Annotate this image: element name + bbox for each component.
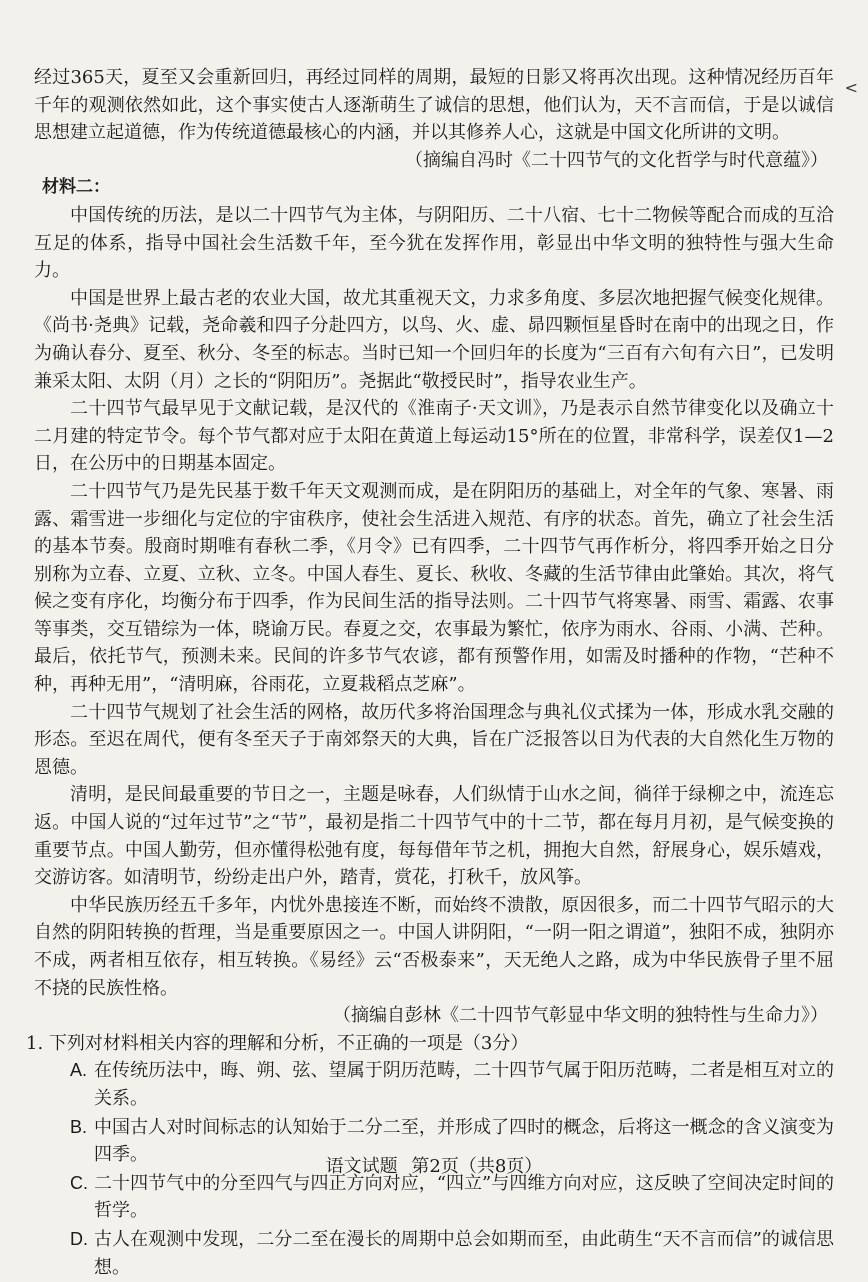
option-letter: A. [70,1060,88,1081]
material2-paragraph: 中华民族历经五千多年，内忧外患接连不断，而始终不溃散，原因很多，而二十四节气昭示的大自然的阴阳转换的哲理，当是重要原因之一。中国人讲阴阳，“一阴一阳之谓道”，独阳不成，独阴亦不成，两者相互依存，相互转换。《易经》云“否极泰来”，天无绝人之路，成为中华民族骨子里不屈不挠的民族性格。 [34,894,834,999]
footer-page-number: 第2页（共8页） [411,1156,543,1177]
option-a [70,1057,834,1112]
option-letter: B. [70,1116,88,1137]
material2-paragraph: 清明，是民间最重要的节日之一，主题是咏春，人们纵情于山水之间，徜徉于绿柳之中，流连忘返。中国人说的“过年过节”之“节”，最初是指二十四节气中的十二节，都在每月月初，是气候变换的重要节点。中国人勤劳，但亦懂得松弛有度，每每借年节之机，拥抱大自然，舒展身心，娱乐嬉戏，交游访客。如清明节，纷纷走出户外，踏青，赏花，打秋千，放风筝。 [34,784,834,889]
question-stem: 1. 下列对材料相关内容的理解和分析，不正确的一项是（3分） [26,1032,529,1054]
passage1-tail: 经过365天，夏至又会重新回归，再经过同样的周期，最短的日影又将再次出现。这种情况经历百年千年的观测依然如此，这个事实使古人逐渐萌生了诚信的思想，他们认为，天不言而信，于是以诚信思想建立起道德，作为传统道德最核心的内涵，并以其修养人心，这就是中国文化所讲的文明。 [34,67,834,144]
option-d [70,1226,834,1281]
material2-paragraph: 中国是世界上最古老的农业大国，故尤其重视天文，力求多角度、多层次地把握气候变化规律。《尚书·尧典》记载，尧命羲和四子分赴四方，以鸟、火、虚、昴四颗恒星昏时在南中的出现之日，作为确认春分、夏至、秋分、冬至的标志。当时已知一个回归年的长度为“三百有六旬有六日”，已发明兼采太阳、太阴（月）之长的“阴阳历”。尧据此“敬授民时”，指导农业生产。 [34,287,834,392]
source-citation-2: （摘编自彭林《二十四节气彰显中华文明的独特性与生命力》） [333,1005,828,1027]
page-content [26,64,834,1282]
option-text: 中国古人对时间标志的认知始于二分二至，并形成了四时的概念，后将这一概念的含义演变为四季。 [94,1116,834,1166]
option-letter: D. [70,1228,88,1249]
margin-mark: < [844,78,858,97]
page-footer [0,1152,868,1178]
material2-paragraph: 二十四节气最早见于文献记载，是汉代的《淮南子·天文训》，乃是表示自然节律变化以及确立十二月建的特定节令。每个节气都对应于太阳在黄道上每运动15°所在的位置，非常科学，误差仅1—2日，在公历中的日期基本固定。 [34,398,834,475]
material2-paragraph: 中国传统的历法，是以二十四节气为主体，与阴阳历、二十八宿、七十二物候等配合而成的互洽互足的体系，指导中国社会生活数千年，至今犹在发挥作用，彰显出中华文明的独特性与强大生命力。 [34,204,834,282]
source-citation-1: （摘编自冯时《二十四节气的文化哲学与时代意蕴》） [405,149,828,171]
material2-paragraph: 二十四节气乃是先民基于数千年天文观测而成，是在阴阳历的基础上，对全年的气象、寒暑、雨露、霜雪进一步细化与定位的宇宙秩序，使社会生活进入规范、有序的状态。首先，确立了社会生活的基本节奏。殷商时期唯有春秋二季，《月令》已有四季，二十四节气再作析分，将四季开始之日分别称为立春、立夏、立秋、立冬。中国人春生、夏长、秋收、冬藏的生活节律由此肇始。其次，将气候之变有序化，均衡分布于四季，作为民间生活的指导法则。二十四节气将寒暑、雨雪、霜露、农事等事类，交互错综为一体，晓谕万民。春夏之交，农事最为繁忙，依序为雨水、谷雨、小满、芒种。最后，依托节气，预测未来。民间的许多节气农谚，都有预警作用，如需及时播种的作物，“芒种不种，再种无用”，“清明麻，谷雨花，立夏栽稻点芝麻”。 [34,480,834,696]
footer-subject: 语文试题 [325,1156,398,1177]
material2-paragraph: 二十四节气规划了社会生活的网格，故历代多将治国理念与典礼仪式揉为一体，形成水乳交融的形态。至迟在周代，便有冬至天子于南郊祭天的大典，旨在广泛报答以日为代表的大自然化生万物的恩德。 [34,701,834,778]
material2-body [34,202,834,1002]
option-text: 在传统历法中，晦、朔、弦、望属于阴历范畴，二十四节气属于阳历范畴，二者是相互对立的关系。 [94,1060,834,1109]
option-text: 二十四节气中的分至四气与四正方向对应，“四立”与四维方向对应，这反映了空间决定时间的哲学。 [94,1172,834,1222]
option-c [70,1170,834,1225]
material2-heading: 材料二： [42,177,110,198]
option-text: 古人在观测中发现，二分二至在漫长的周期中总会如期而至，由此萌生“天不言而信”的诚信思想。 [94,1228,834,1278]
option-letter: C. [70,1172,88,1193]
